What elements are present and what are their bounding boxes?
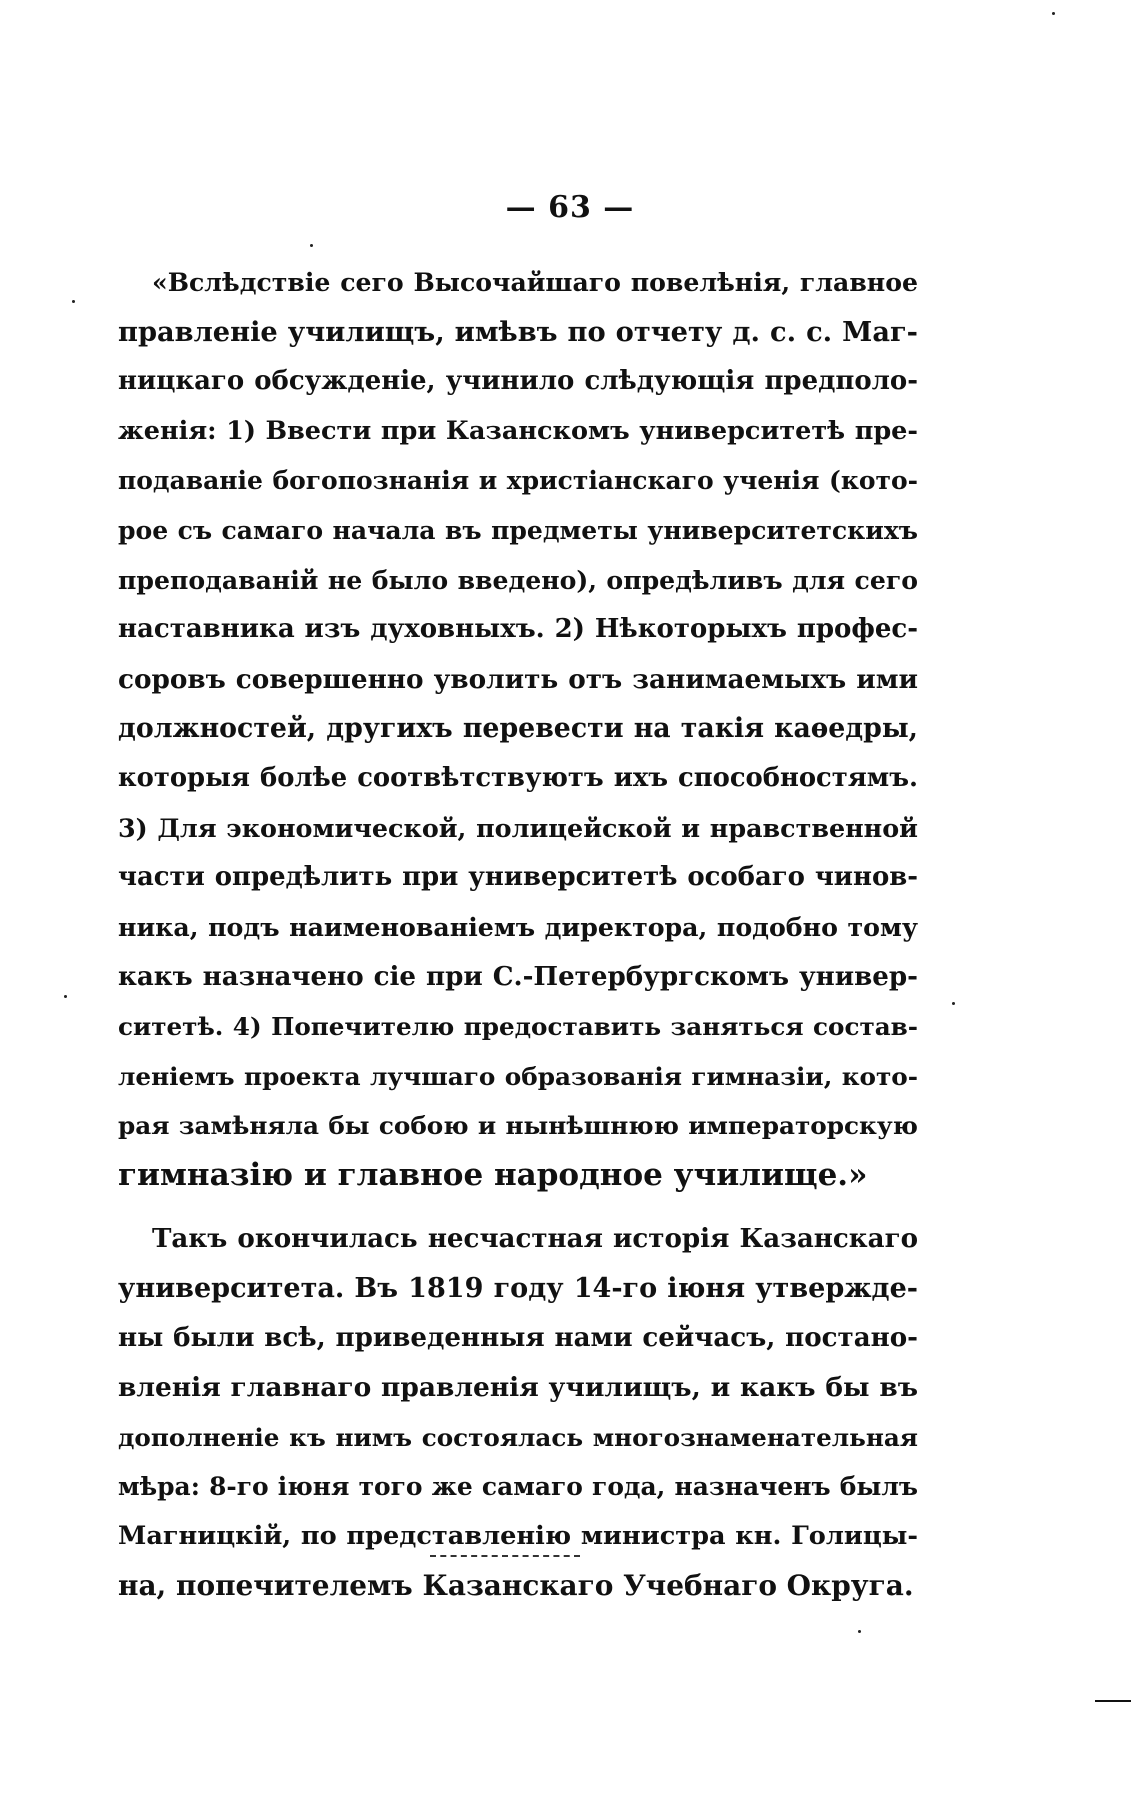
text-line: леніемъ проекта лучшаго образованія гимназіи, кото-: [118, 1061, 918, 1091]
end-rule: [430, 1555, 580, 1559]
text-line: Такъ окончилась несчастная исторія Казанскаго: [152, 1223, 918, 1255]
text-line: «Вслѣдствіе сего Высочайшаго повелѣнія, главное: [152, 267, 918, 297]
text-line: 3) Для экономической, полицейской и нравственной: [118, 812, 918, 843]
text-line: какъ назначено сіе при С.-Петербургскомъ универ-: [118, 961, 918, 993]
scan-speck: [858, 1630, 861, 1633]
page-number: — 63 —: [505, 190, 635, 225]
text-line: рая замѣняла бы собою и нынѣшнюю императорскую: [118, 1111, 918, 1141]
text-line: дополненіе къ нимъ состоялась многознаменательная: [118, 1422, 918, 1452]
scan-speck: [64, 995, 67, 998]
text-line: части опредѣлить при университетѣ особаго чинов-: [118, 862, 918, 893]
text-line: вленія главнаго правленія училищъ, и какъ бы въ: [118, 1372, 918, 1404]
text-line: ника, подъ наименованіемъ директора, подобно тому: [118, 911, 918, 942]
scan-speck: [952, 1002, 955, 1005]
scan-speck: [1052, 12, 1055, 15]
text-line: Магницкій, по представленію министра кн. Голицы-: [118, 1520, 918, 1551]
text-line: соровъ совершенно уволить отъ занимаемыхъ ими: [118, 663, 918, 695]
text-line: наставника изъ духовныхъ. 2) Нѣкоторыхъ профес-: [118, 614, 918, 645]
scan-speck: [72, 300, 75, 303]
text-line: гимназію и главное народное училище.»: [118, 1156, 868, 1193]
text-line: правленіе училищъ, имѣвъ по отчету д. с. с. Маг-: [118, 315, 918, 348]
body-text: [118, 258, 918, 1611]
text-line: ницкаго обсужденіе, учинило слѣдующія предполо-: [118, 366, 918, 397]
text-line: рое съ самаго начала въ предметы университетскихъ: [118, 514, 918, 545]
text-line: должностей, другихъ перевести на такія каѳедры,: [118, 713, 918, 745]
paragraph: [118, 1214, 918, 1611]
text-line: мѣра: 8-го іюня того же самаго года, назначенъ былъ: [118, 1472, 918, 1502]
text-line: которыя болѣе соотвѣтствуютъ ихъ способностямъ.: [118, 762, 918, 793]
text-line: преподаваній не было введено), опредѣливъ для сего: [118, 564, 918, 595]
paragraph-gap: [118, 1200, 918, 1214]
scan-speck: [310, 244, 313, 247]
paragraph: [118, 258, 918, 1200]
edge-mark: [1095, 1700, 1131, 1702]
text-line: подаваніе богопознанія и христіанскаго ученія (кото-: [118, 466, 918, 496]
text-line: ситетѣ. 4) Попечителю предоставить заняться состав-: [118, 1011, 918, 1041]
text-line: на, попечителемъ Казанскаго Учебнаго Округа.: [118, 1569, 914, 1603]
text-line: женія: 1) Ввести при Казанскомъ университетѣ пре-: [118, 415, 918, 446]
text-line: университета. Въ 1819 году 14-го іюня утвержде-: [118, 1272, 918, 1304]
text-line: ны были всѣ, приведенныя нами сейчасъ, постано-: [118, 1322, 918, 1354]
